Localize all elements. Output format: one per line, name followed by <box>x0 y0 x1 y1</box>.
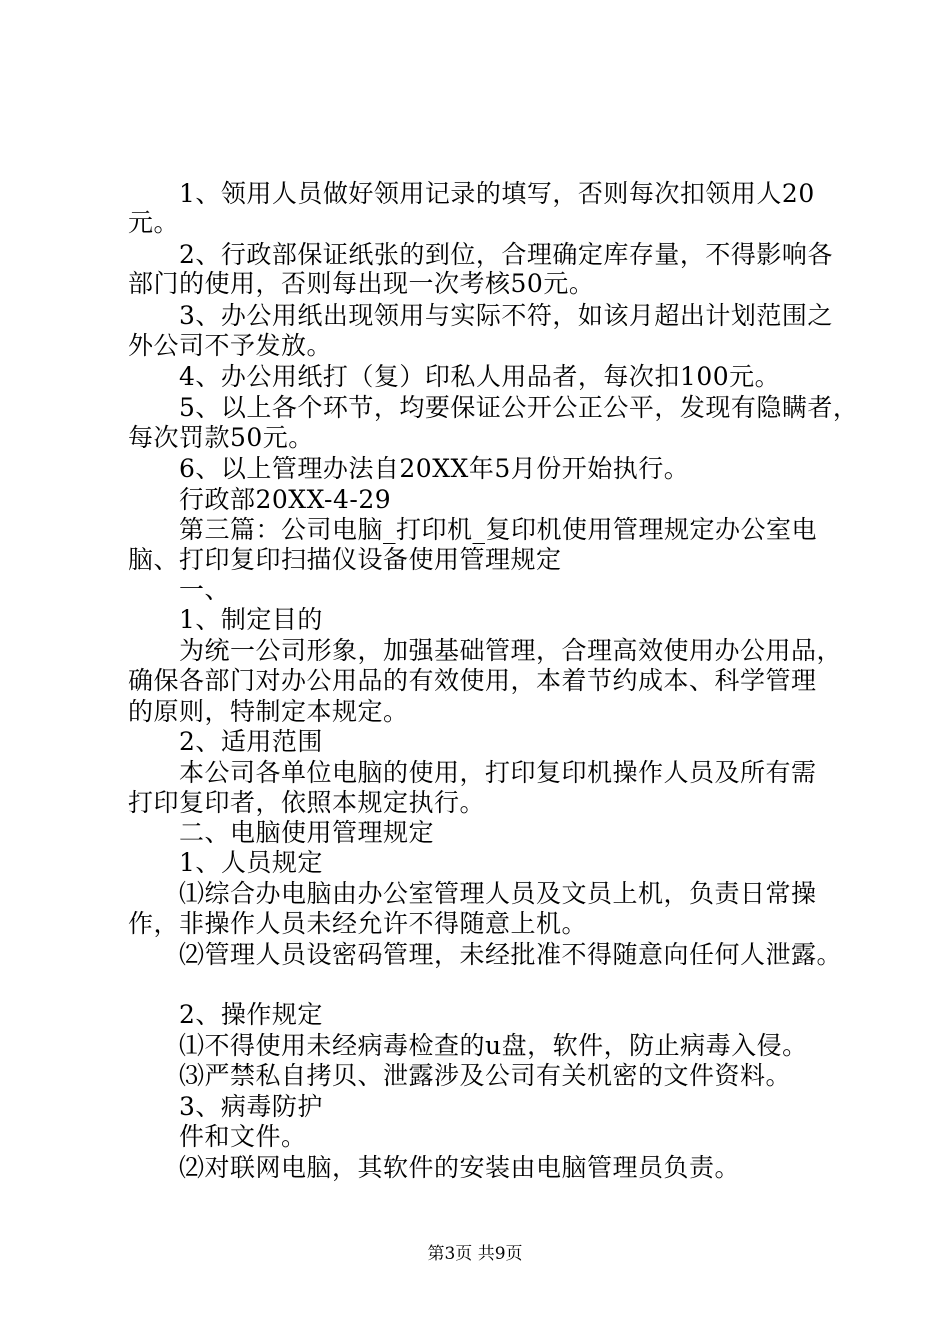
paragraph-line: 作，非操作人员未经允许不得随意上机。 <box>128 909 588 938</box>
paragraph-line: 6、以上管理办法自20XX年5月份开始执行。 <box>179 454 690 483</box>
paragraph-line: 外公司不予发放。 <box>128 331 333 360</box>
paragraph-line: 每次罚款50元。 <box>128 423 314 452</box>
signature-line: 行政部20XX-4-29 <box>179 485 392 514</box>
paragraph-line: 元。 <box>128 208 180 237</box>
subsection-heading: 2、适用范围 <box>179 727 323 756</box>
paragraph-line: 件和文件。 <box>179 1122 307 1151</box>
subsection-heading: 3、病毒防护 <box>179 1092 323 1121</box>
paragraph-line: 为统一公司形象，加强基础管理，合理高效使用办公用品， <box>179 636 843 665</box>
subsection-heading: 2、操作规定 <box>179 1000 323 1029</box>
paragraph-line: 4、办公用纸打（复）印私人用品者，每次扣100元。 <box>179 362 781 391</box>
subsection-heading: 1、制定目的 <box>179 605 323 634</box>
paragraph-line: 部门的使用，否则每出现一次考核50元。 <box>128 269 595 298</box>
paragraph-line: 2、行政部保证纸张的到位，合理确定库存量，不得影响各 <box>179 240 833 269</box>
section-heading: 二、电脑使用管理规定 <box>179 818 435 847</box>
paragraph-line: ⑴不得使用未经病毒检查的u盘，软件，防止病毒入侵。 <box>179 1031 808 1060</box>
paragraph-line: 3、办公用纸出现领用与实际不符，如该月超出计划范围之 <box>179 301 833 330</box>
section-heading: 一、 <box>179 575 231 604</box>
paragraph-line: 1、领用人员做好领用记录的填写，否则每次扣领用人20 <box>179 179 815 208</box>
paragraph-line: 打印复印者，依照本规定执行。 <box>128 788 486 817</box>
paragraph-line: ⑴综合办电脑由办公室管理人员及文员上机，负责日常操 <box>179 879 817 908</box>
paragraph-line: 本公司各单位电脑的使用，打印复印机操作人员及所有需 <box>179 758 817 787</box>
subsection-heading: 1、人员规定 <box>179 848 323 877</box>
paragraph-line: ⑶严禁私自拷贝、泄露涉及公司有关机密的文件资料。 <box>179 1061 792 1090</box>
paragraph-line: ⑵对联网电脑，其软件的安装由电脑管理员负责。 <box>179 1153 741 1182</box>
paragraph-line: 的原则，特制定本规定。 <box>128 697 409 726</box>
paragraph-line: ⑵管理人员设密码管理，未经批准不得随意向任何人泄露。 <box>179 940 843 969</box>
paragraph-line: 确保各部门对办公用品的有效使用，本着节约成本、科学管理 <box>128 666 817 695</box>
paragraph-line: 5、以上各个环节，均要保证公开公正公平，发现有隐瞒者， <box>179 393 859 422</box>
section-heading: 脑、打印复印扫描仪设备使用管理规定 <box>128 545 562 574</box>
section-heading: 第三篇：公司电脑_打印机_复印机使用管理规定办公室电 <box>179 515 818 544</box>
page-number-footer: 第3页 共9页 <box>427 1244 523 1264</box>
